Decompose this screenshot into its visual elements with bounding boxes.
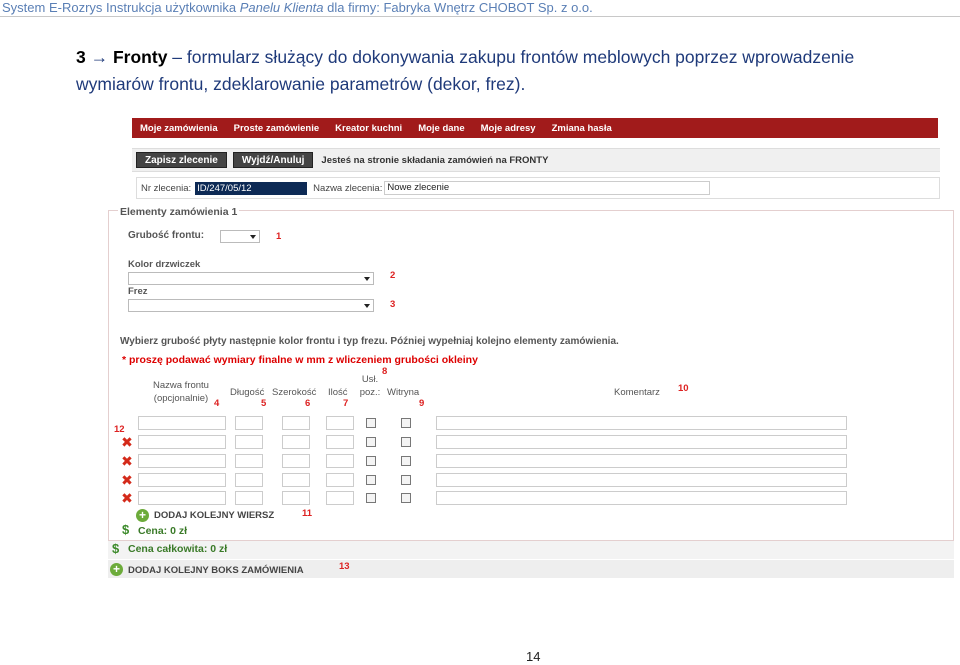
callout-2: 2 bbox=[390, 270, 396, 281]
qty-input[interactable] bbox=[326, 473, 354, 487]
add-box-button[interactable]: DODAJ KOLEJNY BOKS ZAMÓWIENIA bbox=[128, 565, 304, 576]
callout-7: 7 bbox=[343, 398, 349, 409]
order-name-field[interactable]: Nowe zlecenie bbox=[384, 181, 710, 195]
nav-my-orders[interactable]: Moje zamówienia bbox=[140, 122, 218, 134]
col-length-header: Długość bbox=[230, 387, 265, 398]
display-checkbox[interactable] bbox=[401, 456, 411, 466]
add-row-icon[interactable]: + bbox=[136, 509, 149, 522]
service-checkbox[interactable] bbox=[366, 475, 376, 485]
nav-change-password[interactable]: Zmiana hasła bbox=[551, 122, 612, 134]
comment-input[interactable] bbox=[436, 454, 847, 468]
service-checkbox[interactable] bbox=[366, 456, 376, 466]
service-checkbox[interactable] bbox=[366, 437, 376, 447]
width-input[interactable] bbox=[282, 473, 310, 487]
col-pos-line2: poz.: bbox=[359, 387, 381, 398]
header-company: dla firmy: Fabryka Wnętrz CHOBOT Sp. z o.o. bbox=[323, 0, 593, 15]
col-name-line1: Nazwa frontu bbox=[153, 380, 209, 391]
length-input[interactable] bbox=[235, 416, 263, 430]
milling-select[interactable] bbox=[128, 299, 374, 312]
display-checkbox[interactable] bbox=[401, 475, 411, 485]
callout-3: 3 bbox=[390, 299, 396, 310]
qty-input[interactable] bbox=[326, 416, 354, 430]
exit-button[interactable]: Wyjdź/Anuluj bbox=[233, 152, 314, 168]
col-comment-header: Komentarz bbox=[614, 387, 660, 398]
length-input[interactable] bbox=[235, 454, 263, 468]
add-row-button[interactable]: DODAJ KOLEJNY WIERSZ bbox=[154, 510, 275, 521]
app-screenshot bbox=[106, 117, 960, 582]
col-pos-header bbox=[357, 373, 383, 399]
display-checkbox[interactable] bbox=[401, 418, 411, 428]
color-select[interactable] bbox=[128, 272, 374, 285]
callout-8: 8 bbox=[382, 366, 388, 377]
color-label: Kolor drzwiczek bbox=[128, 259, 201, 270]
col-name-line2: (opcjonalnie) bbox=[153, 393, 209, 404]
instruction-text: Wybierz grubość płyty następnie kolor frontu i typ frezu. Później wypełniaj kolejno elementy zamówienia. bbox=[120, 336, 619, 347]
qty-input[interactable] bbox=[326, 435, 354, 449]
delete-row-icon[interactable]: ✖ bbox=[121, 490, 133, 506]
service-checkbox[interactable] bbox=[366, 493, 376, 503]
nav-simple-order[interactable]: Proste zamówienie bbox=[233, 122, 320, 134]
section-name: Fronty bbox=[112, 47, 168, 67]
order-name-label: Nazwa zlecenia: bbox=[313, 182, 383, 194]
callout-10: 10 bbox=[678, 383, 689, 394]
total-price: Cena całkowita: 0 zł bbox=[128, 543, 228, 555]
callout-4: 4 bbox=[214, 398, 220, 409]
add-box-icon[interactable]: + bbox=[110, 563, 123, 576]
document-header bbox=[2, 0, 593, 15]
dollar-icon: $ bbox=[122, 522, 130, 537]
section-number: 3 bbox=[76, 47, 86, 67]
col-width-header: Szerokość bbox=[272, 387, 317, 398]
delete-row-icon[interactable]: ✖ bbox=[121, 434, 133, 450]
comment-input[interactable] bbox=[436, 473, 847, 487]
callout-13: 13 bbox=[339, 561, 350, 572]
callout-1: 1 bbox=[276, 231, 282, 242]
qty-input[interactable] bbox=[326, 491, 354, 505]
callout-12: 12 bbox=[114, 424, 125, 435]
chevron-down-icon bbox=[364, 277, 370, 281]
comment-input[interactable] bbox=[436, 416, 847, 430]
length-input[interactable] bbox=[235, 473, 263, 487]
comment-input[interactable] bbox=[436, 491, 847, 505]
width-input[interactable] bbox=[282, 454, 310, 468]
main-nav bbox=[132, 118, 938, 138]
dimension-warning: * proszę podawać wymiary finalne w mm z wliczeniem grubości okleiny bbox=[122, 354, 478, 366]
milling-label: Frez bbox=[128, 286, 148, 297]
qty-input[interactable] bbox=[326, 454, 354, 468]
col-display-header: Witryna bbox=[387, 387, 420, 398]
total-bar bbox=[108, 541, 954, 559]
front-name-input[interactable] bbox=[138, 491, 226, 505]
front-name-input[interactable] bbox=[138, 435, 226, 449]
front-name-input[interactable] bbox=[138, 473, 226, 487]
order-number-label: Nr zlecenia: bbox=[141, 182, 192, 194]
width-input[interactable] bbox=[282, 491, 310, 505]
section-line2: wymiarów frontu, zdeklarowanie parametrów (dekor, frez). bbox=[76, 74, 526, 94]
col-qty-header: Ilość bbox=[328, 387, 348, 398]
header-panel: Panelu Klienta bbox=[239, 0, 324, 15]
order-number-field[interactable]: ID/247/05/12 bbox=[195, 182, 307, 195]
section-line1: – formularz służący do dokonywania zakupu frontów meblowych poprzez wprowadzenie bbox=[167, 47, 855, 67]
header-system: System E-Rozrys bbox=[2, 0, 107, 15]
length-input[interactable] bbox=[235, 491, 263, 505]
thickness-label: Grubość frontu: bbox=[128, 230, 205, 241]
delete-row-icon[interactable]: ✖ bbox=[121, 472, 133, 488]
section-arrow: → bbox=[90, 47, 109, 67]
header-manual: Instrukcja użytkownika bbox=[106, 0, 240, 15]
nav-my-data[interactable]: Moje dane bbox=[418, 122, 465, 134]
display-checkbox[interactable] bbox=[401, 493, 411, 503]
toolbar-info: Jesteś na stronie składania zamówień na FRONTY bbox=[321, 154, 549, 166]
length-input[interactable] bbox=[235, 435, 263, 449]
order-bar bbox=[136, 177, 940, 199]
row-price: Cena: 0 zł bbox=[138, 525, 188, 537]
front-name-input[interactable] bbox=[138, 416, 226, 430]
display-checkbox[interactable] bbox=[401, 437, 411, 447]
section-title bbox=[76, 44, 956, 98]
callout-5: 5 bbox=[261, 398, 267, 409]
chevron-down-icon bbox=[364, 304, 370, 308]
callout-6: 6 bbox=[305, 398, 311, 409]
width-input[interactable] bbox=[282, 435, 310, 449]
col-pos-line1: Usł. bbox=[361, 374, 379, 385]
service-checkbox[interactable] bbox=[366, 418, 376, 428]
page-number: 14 bbox=[526, 649, 541, 664]
save-order-button[interactable]: Zapisz zlecenie bbox=[136, 152, 227, 168]
header-divider bbox=[0, 16, 960, 17]
toolbar bbox=[132, 148, 940, 172]
width-input[interactable] bbox=[282, 416, 310, 430]
col-name-header bbox=[146, 379, 216, 405]
callout-11: 11 bbox=[302, 508, 313, 519]
callout-9: 9 bbox=[419, 398, 425, 409]
delete-row-icon[interactable]: ✖ bbox=[121, 453, 133, 469]
nav-kitchen-creator[interactable]: Kreator kuchni bbox=[335, 122, 403, 134]
front-name-input[interactable] bbox=[138, 454, 226, 468]
comment-input[interactable] bbox=[436, 435, 847, 449]
chevron-down-icon bbox=[250, 235, 256, 239]
elements-legend: Elementy zamówienia 1 bbox=[120, 206, 238, 218]
nav-my-addresses[interactable]: Moje adresy bbox=[480, 122, 536, 134]
dollar-icon: $ bbox=[112, 541, 120, 556]
thickness-select[interactable] bbox=[220, 230, 260, 243]
